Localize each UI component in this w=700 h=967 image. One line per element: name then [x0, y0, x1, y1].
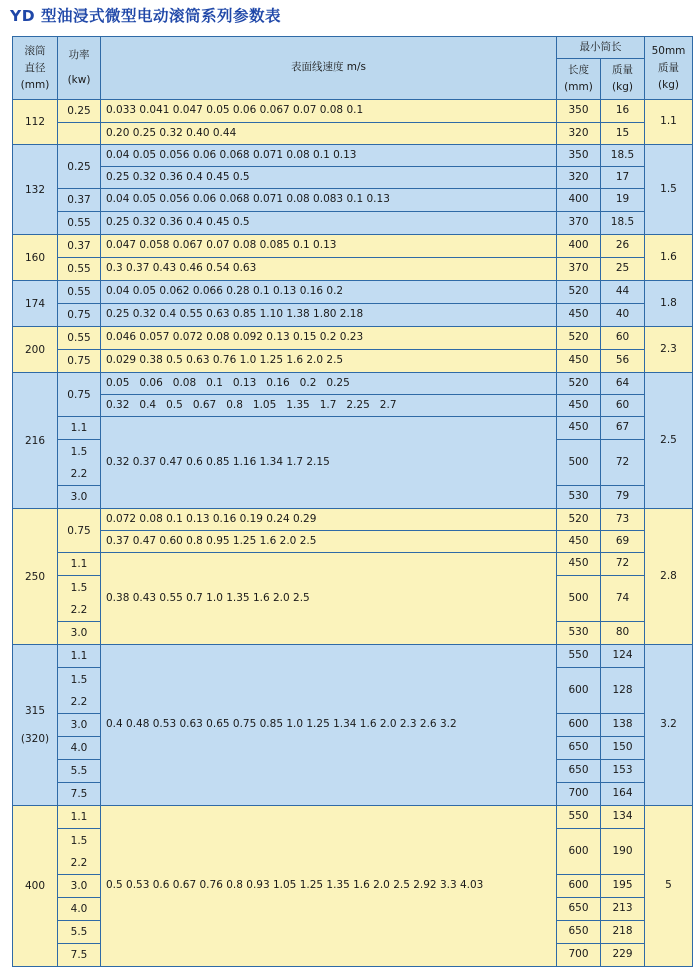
- length-cell: 650: [557, 760, 601, 783]
- length-cell: 700: [557, 783, 601, 806]
- length-cell: 600: [557, 668, 601, 714]
- length-cell: 400: [557, 189, 601, 212]
- mass-cell: 40: [601, 304, 645, 327]
- power-cell: [58, 737, 101, 760]
- diameter-value: 160: [24, 251, 46, 264]
- length-cell: 450: [557, 395, 601, 417]
- power-cell: [58, 373, 101, 417]
- power-value: 2.2: [70, 603, 88, 616]
- diameter-value: (320): [20, 733, 50, 745]
- header-speed: 表面线速度 m/s: [101, 37, 557, 100]
- power-cell: [58, 898, 101, 921]
- header-mass-line-1: 质量: [612, 64, 633, 76]
- power-value: 0.75: [67, 524, 91, 537]
- length-cell: 320: [557, 123, 601, 145]
- power-value: 1.5: [70, 673, 88, 686]
- length-cell: 320: [557, 167, 601, 189]
- mass-cell: 19: [601, 189, 645, 212]
- length-cell: 370: [557, 258, 601, 281]
- speed-cell: 0.32 0.37 0.47 0.6 0.85 1.16 1.34 1.7 2.15: [101, 417, 557, 509]
- table-row: [13, 281, 693, 304]
- power-value: 0.37: [67, 194, 91, 206]
- mass-per-50mm-cell: 3.2: [645, 645, 693, 806]
- mass-cell: 72: [601, 553, 645, 576]
- header-diameter: [13, 37, 58, 100]
- diameter-value: 112: [24, 116, 46, 128]
- diameter-cell: [13, 281, 58, 327]
- mass-cell: 72: [601, 440, 645, 486]
- power-value: 5.5: [70, 765, 88, 777]
- header-length-line-1: 长度: [568, 64, 589, 76]
- mass-cell: 67: [601, 417, 645, 440]
- header-diameter-line-2: 直径: [24, 61, 46, 74]
- diameter-value: 174: [24, 297, 46, 310]
- power-value: 0.55: [67, 286, 91, 298]
- header-per50-line-1: 50mm: [651, 44, 686, 57]
- parameter-table-container: [12, 36, 692, 961]
- speed-cell: 0.25 0.32 0.36 0.4 0.45 0.5: [101, 167, 557, 189]
- table-row: [13, 553, 693, 576]
- power-value: 3.0: [70, 627, 88, 639]
- power-value: 5.5: [70, 926, 88, 938]
- length-cell: 520: [557, 373, 601, 395]
- parameter-table-body: [13, 100, 693, 967]
- power-value: 0.75: [67, 309, 91, 321]
- power-value: 4.0: [70, 903, 88, 915]
- power-cell: [58, 783, 101, 806]
- power-value: 1.1: [70, 811, 88, 823]
- diameter-cell: [13, 645, 58, 806]
- speed-cell: 0.20 0.25 0.32 0.40 0.44: [101, 123, 557, 145]
- power-cell: [58, 553, 101, 576]
- mass-cell: 213: [601, 898, 645, 921]
- power-cell: [58, 417, 101, 440]
- power-value: 2.2: [70, 695, 88, 708]
- diameter-value: 132: [24, 183, 46, 196]
- mass-cell: 60: [601, 327, 645, 350]
- power-value: 0.37: [67, 240, 91, 252]
- mass-cell: 26: [601, 235, 645, 258]
- speed-cell: 0.32 0.4 0.5 0.67 0.8 1.05 1.35 1.7 2.25 2.7: [101, 395, 557, 417]
- header-per50-line-2: 质量: [658, 61, 679, 74]
- mass-cell: 79: [601, 486, 645, 509]
- length-cell: 520: [557, 509, 601, 531]
- mass-cell: 64: [601, 373, 645, 395]
- table-row: [13, 645, 693, 668]
- length-cell: 550: [557, 806, 601, 829]
- diameter-cell: [13, 145, 58, 235]
- mass-per-50mm-cell: 1.1: [645, 100, 693, 145]
- length-cell: 550: [557, 645, 601, 668]
- power-value: 7.5: [70, 949, 88, 961]
- mass-cell: 164: [601, 783, 645, 806]
- power-cell: [58, 304, 101, 327]
- speed-cell: 0.05 0.06 0.08 0.1 0.13 0.16 0.2 0.25: [101, 373, 557, 395]
- speed-cell: 0.25 0.32 0.36 0.4 0.45 0.5: [101, 212, 557, 235]
- header-mass-line-2: (kg): [612, 81, 633, 93]
- length-cell: 520: [557, 281, 601, 304]
- table-row: [13, 145, 693, 167]
- power-cell: [58, 189, 101, 212]
- power-cell: [58, 281, 101, 304]
- speed-cell: 0.25 0.32 0.4 0.55 0.63 0.85 1.10 1.38 1.80 2.18: [101, 304, 557, 327]
- power-value: 0.25: [67, 160, 91, 173]
- power-cell: [58, 258, 101, 281]
- header-length: [557, 59, 601, 100]
- power-value: 1.5: [70, 445, 88, 458]
- power-value: 7.5: [70, 788, 88, 800]
- speed-cell: 0.072 0.08 0.1 0.13 0.16 0.19 0.24 0.29: [101, 509, 557, 531]
- table-row: [13, 327, 693, 350]
- mass-per-50mm-cell: 5: [645, 806, 693, 967]
- length-cell: 530: [557, 486, 601, 509]
- mass-cell: 60: [601, 395, 645, 417]
- header-per50-line-3: (kg): [658, 78, 679, 91]
- speed-cell: 0.029 0.38 0.5 0.63 0.76 1.0 1.25 1.6 2.0 2.5: [101, 350, 557, 373]
- mass-cell: 69: [601, 531, 645, 553]
- length-cell: 700: [557, 944, 601, 967]
- power-cell: [58, 509, 101, 553]
- speed-cell: 0.033 0.041 0.047 0.05 0.06 0.067 0.07 0.08 0.1: [101, 100, 557, 123]
- speed-cell: 0.04 0.05 0.056 0.06 0.068 0.071 0.08 0.1 0.13: [101, 145, 557, 167]
- mass-per-50mm-cell: 2.5: [645, 373, 693, 509]
- mass-cell: 153: [601, 760, 645, 783]
- power-value: 0.25: [67, 105, 91, 117]
- mass-cell: 229: [601, 944, 645, 967]
- diameter-value: 315: [24, 705, 46, 717]
- mass-per-50mm-cell: 1.5: [645, 145, 693, 235]
- power-cell: [58, 123, 101, 145]
- power-cell: [58, 327, 101, 350]
- power-value: 1.1: [70, 422, 88, 434]
- length-cell: 500: [557, 440, 601, 486]
- diameter-cell: [13, 235, 58, 281]
- header-power-line-1: 功率: [68, 49, 90, 61]
- speed-cell: 0.37 0.47 0.60 0.8 0.95 1.25 1.6 2.0 2.5: [101, 531, 557, 553]
- length-cell: 500: [557, 576, 601, 622]
- header-diameter-line-3: (mm): [20, 78, 50, 91]
- speed-cell: 0.047 0.058 0.067 0.07 0.08 0.085 0.1 0.13: [101, 235, 557, 258]
- power-cell: [58, 944, 101, 967]
- diameter-cell: [13, 373, 58, 509]
- length-cell: 450: [557, 553, 601, 576]
- speed-cell: 0.04 0.05 0.062 0.066 0.28 0.1 0.13 0.16 0.2: [101, 281, 557, 304]
- power-value: 2.2: [70, 467, 88, 480]
- power-cell: [58, 622, 101, 645]
- speed-cell: 0.04 0.05 0.056 0.06 0.068 0.071 0.08 0.083 0.1 0.13: [101, 189, 557, 212]
- power-value: 2.2: [70, 856, 88, 869]
- power-cell: [58, 829, 101, 875]
- mass-cell: 218: [601, 921, 645, 944]
- mass-cell: 17: [601, 167, 645, 189]
- power-cell: [58, 668, 101, 714]
- power-value: 0.55: [67, 332, 91, 344]
- table-row: [13, 212, 693, 235]
- length-cell: 450: [557, 304, 601, 327]
- diameter-value: 400: [24, 880, 46, 892]
- mass-cell: 56: [601, 350, 645, 373]
- power-value: 1.5: [70, 581, 88, 594]
- mass-cell: 25: [601, 258, 645, 281]
- mass-cell: 15: [601, 123, 645, 145]
- power-value: 0.55: [67, 217, 91, 229]
- mass-cell: 18.5: [601, 212, 645, 235]
- power-cell: [58, 806, 101, 829]
- parameter-table: [12, 36, 693, 967]
- power-cell: [58, 350, 101, 373]
- length-cell: 350: [557, 145, 601, 167]
- table-row: [13, 167, 693, 189]
- length-cell: 400: [557, 235, 601, 258]
- mass-cell: 74: [601, 576, 645, 622]
- power-cell: [58, 486, 101, 509]
- table-row: [13, 531, 693, 553]
- power-cell: [58, 145, 101, 189]
- header-mass-per-50mm: [645, 37, 693, 100]
- power-value: 3.0: [70, 880, 88, 892]
- power-cell: [58, 576, 101, 622]
- power-cell: [58, 235, 101, 258]
- length-cell: 650: [557, 737, 601, 760]
- header-diameter-line-1: 滚筒: [24, 44, 46, 57]
- header-power-line-2: (kw): [67, 74, 91, 86]
- length-cell: 650: [557, 921, 601, 944]
- mass-per-50mm-cell: 1.8: [645, 281, 693, 327]
- mass-cell: 128: [601, 668, 645, 714]
- table-row: [13, 189, 693, 212]
- mass-cell: 195: [601, 875, 645, 898]
- table-row: [13, 350, 693, 373]
- mass-cell: 16: [601, 100, 645, 123]
- power-cell: [58, 645, 101, 668]
- table-row: [13, 373, 693, 395]
- length-cell: 450: [557, 531, 601, 553]
- diameter-cell: [13, 327, 58, 373]
- power-cell: [58, 212, 101, 235]
- mass-per-50mm-cell: 1.6: [645, 235, 693, 281]
- table-row: [13, 258, 693, 281]
- header-min-length-group: 最小筒长: [557, 37, 645, 59]
- power-value: 0.75: [67, 355, 91, 367]
- power-cell: [58, 714, 101, 737]
- length-cell: 370: [557, 212, 601, 235]
- power-value: 1.1: [70, 650, 88, 662]
- speed-cell: 0.5 0.53 0.6 0.67 0.76 0.8 0.93 1.05 1.25 1.35 1.6 2.0 2.5 2.92 3.3 4.03: [101, 806, 557, 967]
- power-value: 3.0: [70, 491, 88, 503]
- diameter-value: 200: [24, 343, 46, 356]
- table-row: [13, 417, 693, 440]
- table-row: [13, 509, 693, 531]
- length-cell: 600: [557, 829, 601, 875]
- power-value: 0.75: [67, 388, 91, 401]
- length-cell: 530: [557, 622, 601, 645]
- table-row: [13, 100, 693, 123]
- diameter-value: 216: [24, 434, 46, 447]
- table-row: [13, 123, 693, 145]
- length-cell: 350: [557, 100, 601, 123]
- header-mass: [601, 59, 645, 100]
- power-value: 3.0: [70, 719, 88, 731]
- mass-cell: 150: [601, 737, 645, 760]
- mass-cell: 18.5: [601, 145, 645, 167]
- mass-cell: 80: [601, 622, 645, 645]
- speed-cell: 0.046 0.057 0.072 0.08 0.092 0.13 0.15 0.2 0.23: [101, 327, 557, 350]
- length-cell: 520: [557, 327, 601, 350]
- table-row: [13, 395, 693, 417]
- length-cell: 450: [557, 417, 601, 440]
- power-cell: [58, 760, 101, 783]
- mass-per-50mm-cell: 2.8: [645, 509, 693, 645]
- diameter-value: 250: [24, 570, 46, 583]
- mass-cell: 134: [601, 806, 645, 829]
- header-power: [58, 37, 101, 100]
- diameter-cell: [13, 100, 58, 145]
- header-length-line-2: (mm): [564, 81, 593, 93]
- power-cell: [58, 440, 101, 486]
- length-cell: 650: [557, 898, 601, 921]
- mass-per-50mm-cell: 2.3: [645, 327, 693, 373]
- length-cell: 600: [557, 875, 601, 898]
- mass-cell: 73: [601, 509, 645, 531]
- power-value: 4.0: [70, 742, 88, 754]
- power-cell: [58, 921, 101, 944]
- diameter-cell: [13, 509, 58, 645]
- table-row: [13, 235, 693, 258]
- speed-cell: 0.3 0.37 0.43 0.46 0.54 0.63: [101, 258, 557, 281]
- power-value: 1.1: [70, 558, 88, 570]
- power-value: 1.5: [70, 834, 88, 847]
- mass-cell: 124: [601, 645, 645, 668]
- power-value: 0.55: [67, 263, 91, 275]
- power-cell: [58, 875, 101, 898]
- speed-cell: 0.38 0.43 0.55 0.7 1.0 1.35 1.6 2.0 2.5: [101, 553, 557, 645]
- mass-cell: 190: [601, 829, 645, 875]
- table-row: [13, 304, 693, 327]
- speed-cell: 0.4 0.48 0.53 0.63 0.65 0.75 0.85 1.0 1.25 1.34 1.6 2.0 2.3 2.6 3.2: [101, 645, 557, 806]
- table-row: [13, 806, 693, 829]
- power-cell: [58, 100, 101, 123]
- diameter-cell: [13, 806, 58, 967]
- length-cell: 450: [557, 350, 601, 373]
- mass-cell: 138: [601, 714, 645, 737]
- length-cell: 600: [557, 714, 601, 737]
- page-title: YD 型油浸式微型电动滚筒系列参数表: [10, 7, 281, 25]
- mass-cell: 44: [601, 281, 645, 304]
